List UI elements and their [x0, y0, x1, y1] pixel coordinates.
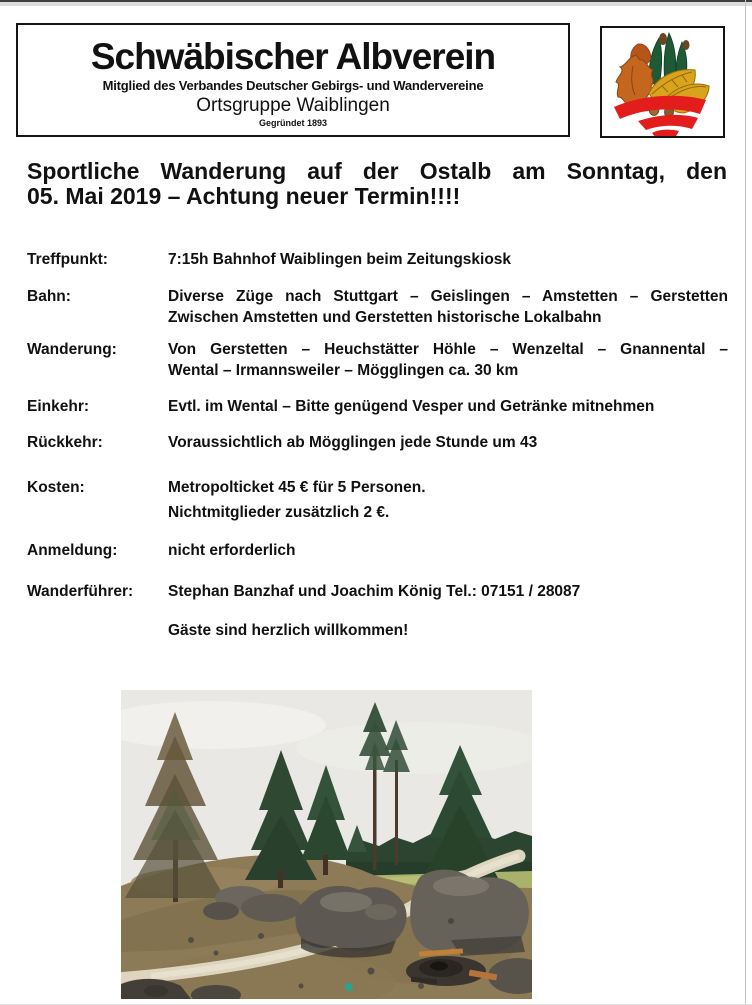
wental-landscape-illustration: [121, 690, 532, 999]
detail-value: Zwischen Amstetten und Gerstetten historische Lokalbahn: [168, 309, 602, 326]
details-list: [27, 249, 728, 641]
detail-label: Wanderung:: [27, 341, 117, 358]
page-right-edge: [745, 0, 746, 1005]
local-group: Ortsgruppe Waiblingen: [196, 95, 390, 116]
detail-value: Metropolticket 45 € für 5 Personen.: [168, 479, 426, 496]
detail-row-bahn: [27, 286, 728, 328]
window-top-edge-highlight: [0, 2, 752, 6]
detail-value: Von Gerstetten – Heuchstätter Höhle – Wenzeltal – Gnannental –: [168, 341, 728, 358]
detail-label: Rückkehr:: [27, 434, 103, 451]
closing-note: Gäste sind herzlich willkommen!: [168, 622, 409, 639]
detail-row-wanderung: [27, 339, 728, 381]
logo-box: [600, 26, 725, 138]
founded-line: Gegründet 1893: [258, 118, 328, 128]
header-box: [16, 23, 570, 137]
detail-row-gaeste: [27, 620, 728, 641]
detail-label: Treffpunkt:: [27, 251, 108, 268]
detail-value: Wental – Irmannsweiler – Mögglingen ca. 30 km: [168, 362, 519, 379]
detail-row-anmeldung: [27, 540, 728, 561]
detail-row-treffpunkt: [27, 249, 728, 270]
detail-row-rueckkehr: [27, 432, 728, 453]
org-title: Schwäbischer Albverein: [90, 36, 496, 77]
announcement-title-line2: 05. Mai 2019 – Achtung neuer Termin!!!!: [27, 183, 461, 209]
membership-line: Mitglied des Verbandes Deutscher Gebirgs- und Wandervereine: [102, 78, 484, 93]
trash-bin-dot: [345, 983, 353, 991]
detail-value: Diverse Züge nach Stuttgart – Geislingen – Amstetten – Gerstetten: [168, 288, 728, 305]
announcement-title-line1: Sportliche Wanderung auf der Ostalb am Sonntag, den: [27, 158, 727, 184]
detail-value: Evtl. im Wental – Bitte genügend Vesper und Getränke mitnehmen: [168, 398, 655, 415]
detail-label: Einkehr:: [27, 398, 90, 415]
detail-value: Stephan Banzhaf und Joachim König Tel.: 07151 / 28087: [168, 583, 581, 600]
hike-photo: [121, 690, 532, 999]
detail-label: Bahn:: [27, 288, 71, 305]
detail-label: [27, 620, 168, 641]
detail-value: Nichtmitglieder zusätzlich 2 €.: [168, 504, 390, 521]
detail-label: Wanderführer:: [27, 583, 134, 600]
detail-value: nicht erforderlich: [168, 542, 296, 559]
detail-row-wanderfuehrer: [27, 581, 728, 602]
detail-label: Anmeldung:: [27, 542, 118, 559]
detail-label: Kosten:: [27, 479, 85, 496]
detail-value: Voraussichtlich ab Mögglingen jede Stunde um 43: [168, 434, 538, 451]
detail-value: 7:15h Bahnhof Waiblingen beim Zeitungskiosk: [168, 251, 512, 268]
detail-row-kosten: [27, 477, 728, 523]
detail-row-einkehr: [27, 396, 728, 417]
announcement-title: [27, 159, 727, 209]
albverein-leaves-logo-icon: [602, 28, 723, 136]
